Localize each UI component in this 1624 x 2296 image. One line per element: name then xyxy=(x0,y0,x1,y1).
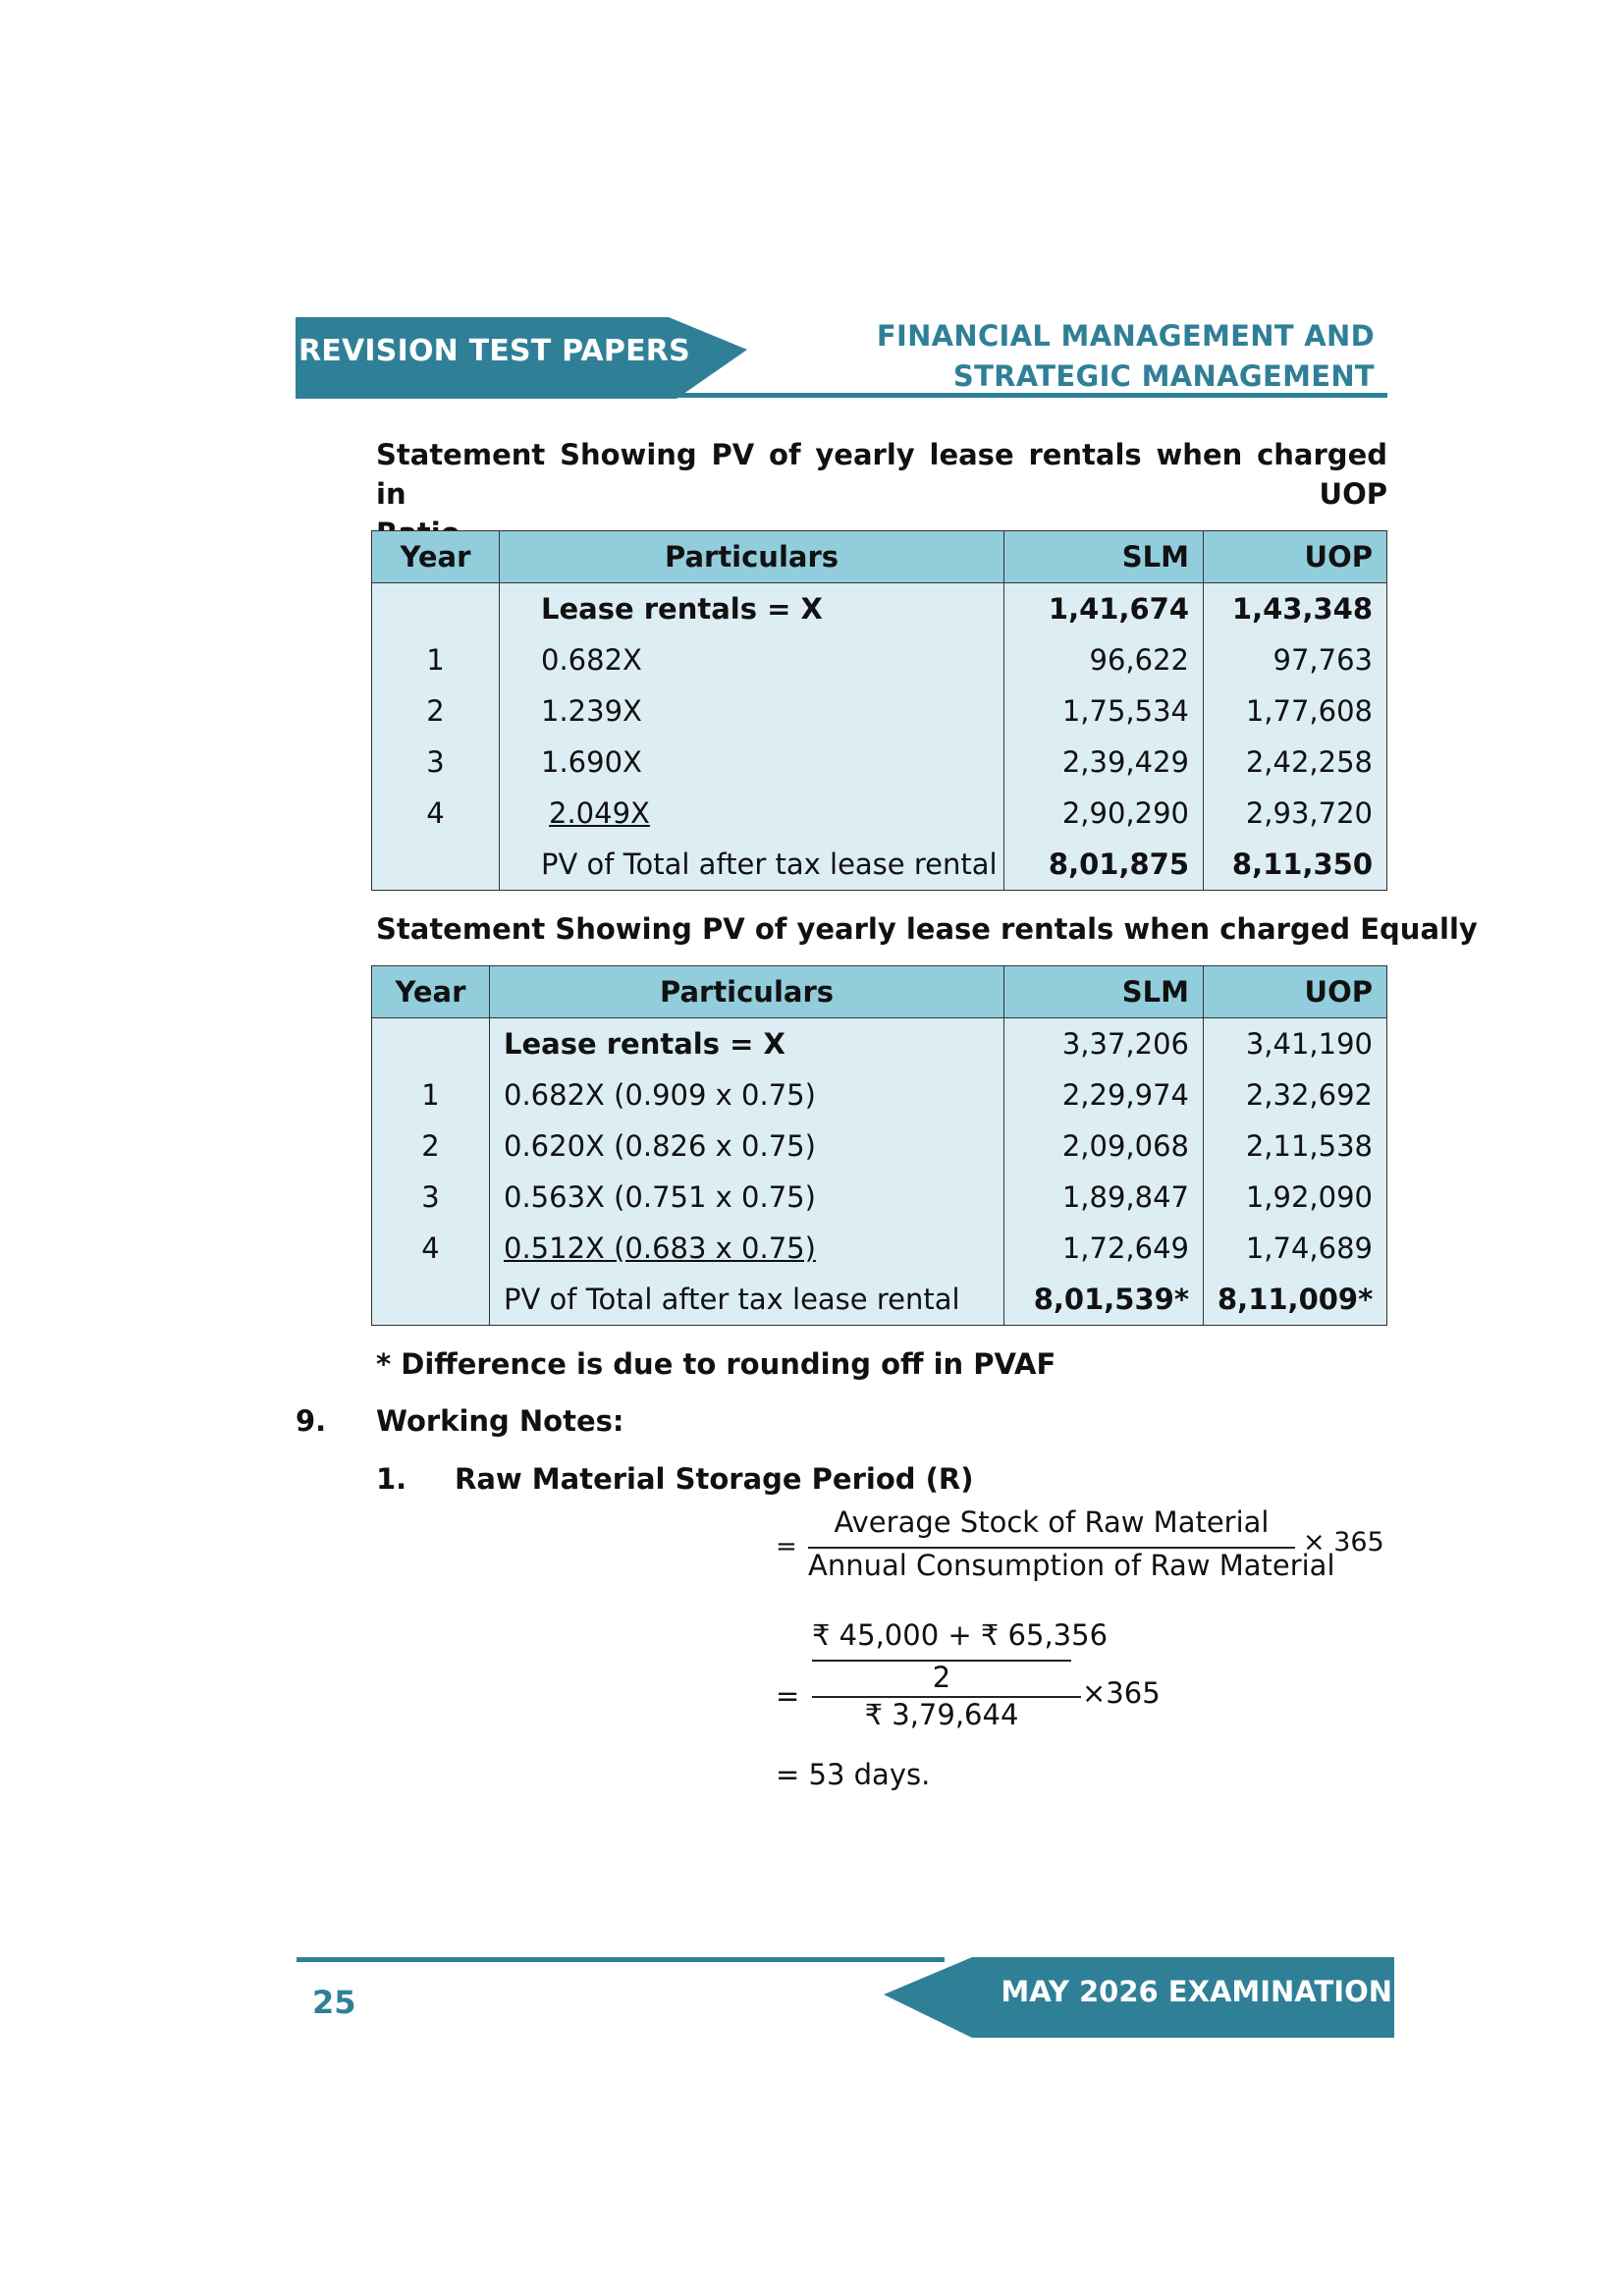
section-title: Working Notes: xyxy=(376,1404,624,1438)
eq2-top: ₹ 45,000 + ₹ 65,356 xyxy=(812,1618,1109,1652)
eq2-mid: 2 xyxy=(932,1661,951,1694)
table1-col-slm: SLM xyxy=(1004,531,1204,583)
table-row xyxy=(372,1069,1387,1121)
eq1-multiplier: × 365 xyxy=(1303,1527,1384,1558)
header-divider xyxy=(668,393,1387,398)
section-number: 9. xyxy=(296,1404,327,1438)
table-row xyxy=(372,583,1387,635)
uop-cell: 2,93,720 xyxy=(1204,788,1387,839)
eq2-multiplier: ×365 xyxy=(1082,1676,1161,1710)
slm-cell: 2,09,068 xyxy=(1004,1121,1204,1172)
table2-col-slm: SLM xyxy=(1004,966,1204,1018)
slm-cell: 3,37,206 xyxy=(1004,1018,1204,1070)
table1-col-particulars: Particulars xyxy=(500,531,1004,583)
year-cell: 4 xyxy=(372,788,500,839)
slm-cell: 96,622 xyxy=(1004,634,1204,685)
table1-col-uop: UOP xyxy=(1204,531,1387,583)
table2-header-row xyxy=(372,966,1387,1018)
table1-heading-line1: Statement Showing PV of yearly lease rentals when charged in UOP xyxy=(376,438,1387,511)
year-cell xyxy=(372,839,500,891)
year-cell xyxy=(372,583,500,635)
particulars-cell: 0.512X (0.683 x 0.75) xyxy=(504,1231,816,1265)
eq1-denominator: Annual Consumption of Raw Material xyxy=(808,1549,1335,1582)
eq1-numerator: Average Stock of Raw Material xyxy=(834,1505,1270,1539)
particulars-cell: PV of Total after tax lease rental xyxy=(500,839,1004,891)
particulars-cell: PV of Total after tax lease rental xyxy=(490,1274,1004,1326)
table-row xyxy=(372,1223,1387,1274)
item-title: Raw Material Storage Period (R) xyxy=(455,1462,974,1496)
year-cell xyxy=(372,1018,490,1070)
table-row xyxy=(372,1172,1387,1223)
particulars-cell-wrap xyxy=(500,788,1004,839)
table-row xyxy=(372,737,1387,788)
eq1-equals: = xyxy=(776,1532,797,1561)
year-cell: 2 xyxy=(372,1121,490,1172)
result: = 53 days. xyxy=(776,1758,931,1791)
particulars-cell: 0.563X (0.751 x 0.75) xyxy=(490,1172,1004,1223)
table-row xyxy=(372,1121,1387,1172)
table-row xyxy=(372,788,1387,839)
particulars-cell: 0.682X (0.909 x 0.75) xyxy=(490,1069,1004,1121)
table2-col-year: Year xyxy=(372,966,490,1018)
footer-exam-label: MAY 2026 EXAMINATION xyxy=(1001,1975,1392,2008)
year-cell: 3 xyxy=(372,1172,490,1223)
year-cell: 4 xyxy=(372,1223,490,1274)
slm-cell: 2,29,974 xyxy=(1004,1069,1204,1121)
particulars-cell: Lease rentals = X xyxy=(490,1018,1004,1070)
slm-cell: 2,39,429 xyxy=(1004,737,1204,788)
eq2-equals: = xyxy=(776,1679,800,1713)
uop-cell: 1,77,608 xyxy=(1204,685,1387,737)
table-row xyxy=(372,634,1387,685)
footer-divider xyxy=(297,1957,945,1962)
slm-cell: 2,90,290 xyxy=(1004,788,1204,839)
slm-cell: 8,01,539* xyxy=(1004,1274,1204,1326)
table-row xyxy=(372,685,1387,737)
year-cell: 1 xyxy=(372,634,500,685)
uop-cell: 2,42,258 xyxy=(1204,737,1387,788)
uop-cell: 8,11,350 xyxy=(1204,839,1387,891)
table-row xyxy=(372,1274,1387,1326)
particulars-cell: 0.682X xyxy=(500,634,1004,685)
table2-col-particulars: Particulars xyxy=(490,966,1004,1018)
item-number: 1. xyxy=(376,1462,407,1496)
particulars-cell: 1.690X xyxy=(500,737,1004,788)
slm-cell: 1,72,649 xyxy=(1004,1223,1204,1274)
uop-cell: 1,43,348 xyxy=(1204,583,1387,635)
table-row xyxy=(372,839,1387,891)
table-row xyxy=(372,1018,1387,1070)
header-subject-line2: STRATEGIC MANAGEMENT xyxy=(952,359,1375,393)
header-subject xyxy=(877,316,1375,397)
slm-cell: 1,41,674 xyxy=(1004,583,1204,635)
uop-cell: 3,41,190 xyxy=(1204,1018,1387,1070)
table2 xyxy=(371,965,1387,1326)
table1-header-row xyxy=(372,531,1387,583)
particulars-cell: Lease rentals = X xyxy=(500,583,1004,635)
table1 xyxy=(371,530,1387,891)
year-cell: 2 xyxy=(372,685,500,737)
particulars-cell-wrap xyxy=(490,1223,1004,1274)
uop-cell: 1,92,090 xyxy=(1204,1172,1387,1223)
table1-col-year: Year xyxy=(372,531,500,583)
particulars-cell: 0.620X (0.826 x 0.75) xyxy=(490,1121,1004,1172)
particulars-cell: 1.239X xyxy=(500,685,1004,737)
year-cell xyxy=(372,1274,490,1326)
slm-cell: 1,75,534 xyxy=(1004,685,1204,737)
uop-cell: 8,11,009* xyxy=(1204,1274,1387,1326)
page-number: 25 xyxy=(312,1984,356,2021)
slm-cell: 8,01,875 xyxy=(1004,839,1204,891)
table2-col-uop: UOP xyxy=(1204,966,1387,1018)
slm-cell: 1,89,847 xyxy=(1004,1172,1204,1223)
uop-cell: 1,74,689 xyxy=(1204,1223,1387,1274)
uop-cell: 97,763 xyxy=(1204,634,1387,685)
uop-cell: 2,32,692 xyxy=(1204,1069,1387,1121)
year-cell: 1 xyxy=(372,1069,490,1121)
eq2-bottom: ₹ 3,79,644 xyxy=(864,1698,1019,1731)
header-banner-label: REVISION TEST PAPERS xyxy=(298,334,690,368)
rounding-note: * Difference is due to rounding off in PVAF xyxy=(376,1347,1056,1381)
uop-cell: 2,11,538 xyxy=(1204,1121,1387,1172)
year-cell: 3 xyxy=(372,737,500,788)
particulars-cell: 2.049X xyxy=(549,796,650,830)
header-subject-line1: FINANCIAL MANAGEMENT AND xyxy=(876,319,1375,353)
table2-heading: Statement Showing PV of yearly lease rentals when charged Equally xyxy=(376,912,1478,946)
